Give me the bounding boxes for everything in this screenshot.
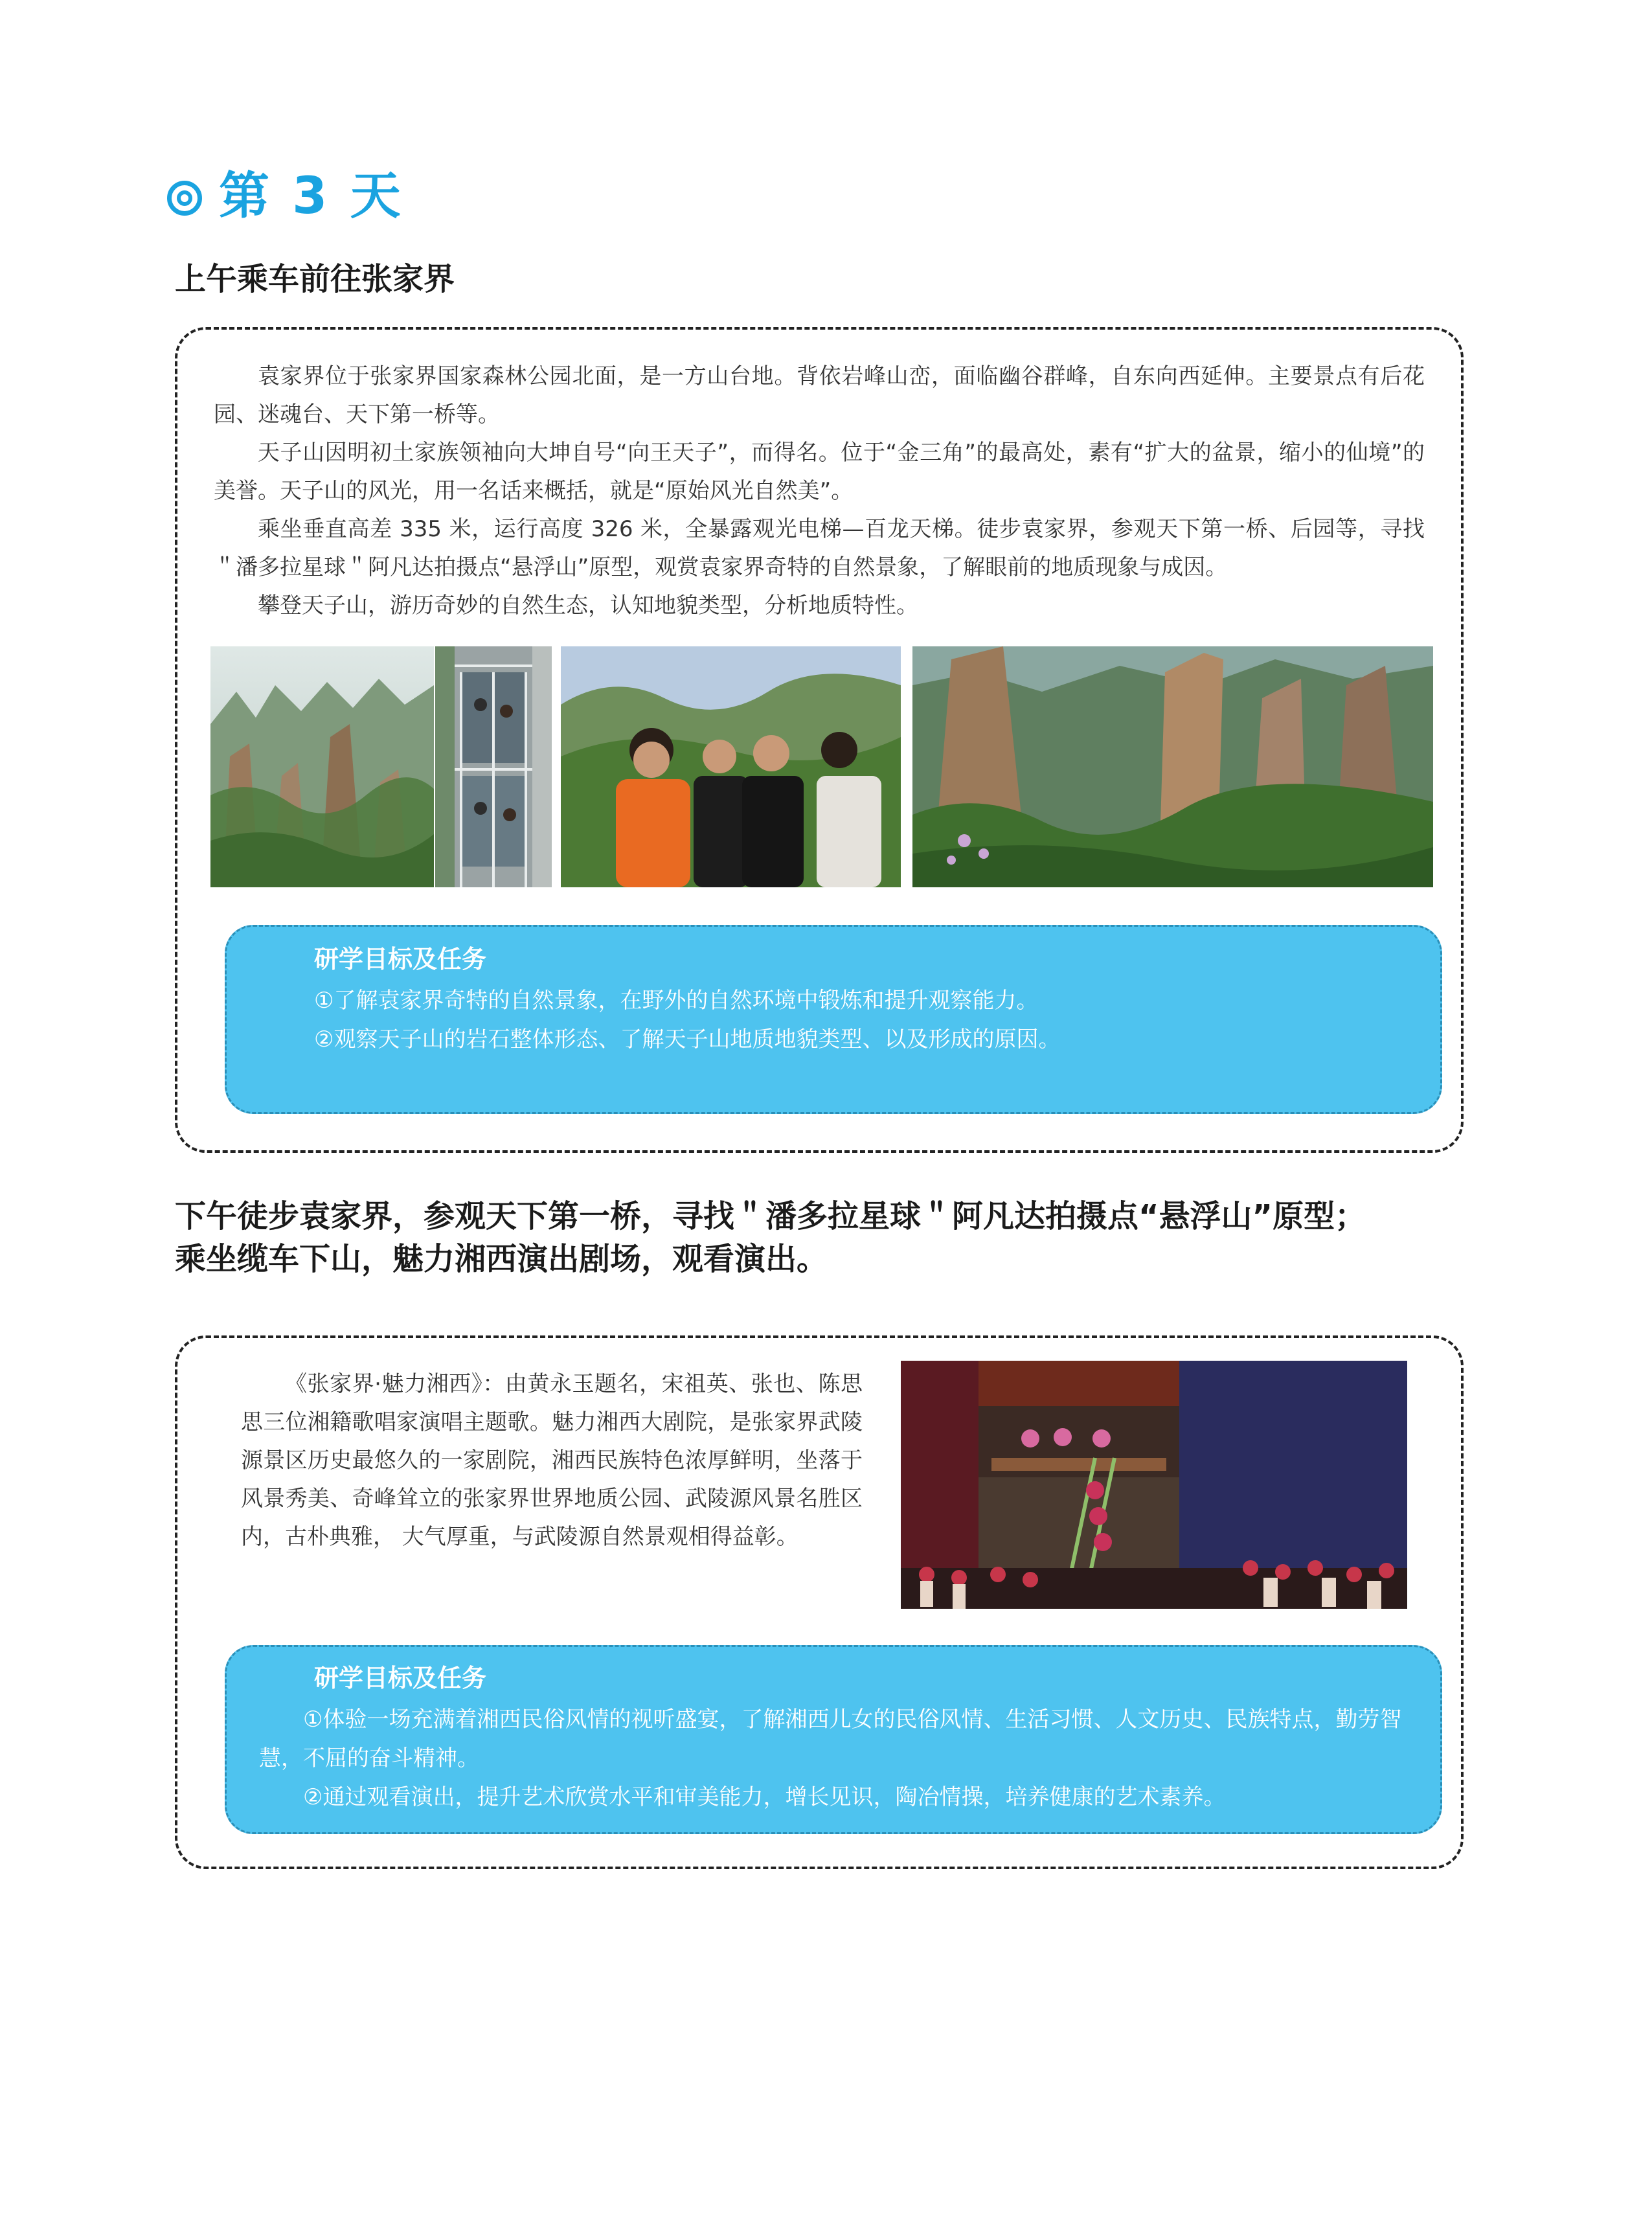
- photo-floating-mountains: [912, 646, 1433, 887]
- task-item: ①了解袁家界奇特的自然景象，在野外的自然环境中锻炼和提升观察能力。: [314, 988, 1039, 1014]
- photo-students: [561, 646, 901, 887]
- afternoon-paragraph: 《张家界·魅力湘西》：由黄永玉题名，宋祖英、张也、陈思思三位湘籍歌唱家演唱主题歌。魅力湘西大剧院，是张家界武陵源景区历史最悠久的一家剧院，湘西民族特色浓厚鲜明，坐落于风景秀美、奇峰耸立的张家界世界地质公园、武陵源风景名胜区内，古朴典雅， 大气厚重，与武陵源自然景观相得益彰。: [241, 1371, 863, 1550]
- morning-text: [214, 358, 1425, 625]
- photo-karst-peaks: [210, 646, 434, 887]
- afternoon-heading-line2: 乘坐缆车下山，魅力湘西演出剧场，观看演出。: [175, 1241, 828, 1277]
- morning-paragraph: 攀登天子山，游历奇妙的自然生态，认知地貌类型，分析地质特性。: [258, 593, 918, 619]
- task-item: ②通过观看演出，提升艺术欣赏水平和审美能力，增长见识，陶冶情操，培养健康的艺术素养。: [303, 1784, 1226, 1810]
- afternoon-text: [241, 1365, 863, 1556]
- afternoon-task-box: [225, 1645, 1442, 1834]
- morning-heading: 上午乘车前往张家界: [175, 261, 455, 297]
- photo-performance: [901, 1361, 1407, 1609]
- task-item: ①体验一场充满着湘西民俗风情的视听盛宴，了解湘西儿女的民俗风情、生活习惯、人文历史、民族特点，勤劳智慧，不屈的奋斗精神。: [259, 1707, 1402, 1771]
- task-title: 研学目标及任务: [314, 1664, 487, 1692]
- day-title-text: 第 3 天: [219, 167, 403, 225]
- task-title: 研学目标及任务: [314, 945, 487, 973]
- morning-task-box: [225, 925, 1442, 1114]
- double-circle-icon: [167, 181, 202, 216]
- morning-paragraph: 天子山因明初土家族领袖向大坤自号“向王天子”，而得名。位于“金三角”的最高处，素有“扩大的盆景，缩小的仙境”的美誉。天子山的风光，用一名话来概括，就是“原始风光自然美”。: [214, 440, 1425, 504]
- task-item: ②观察天子山的岩石整体形态、了解天子山地质地貌类型、以及形成的原因。: [314, 1027, 1061, 1052]
- morning-paragraph: 袁家界位于张家界国家森林公园北面，是一方山台地。背依岩峰山峦，面临幽谷群峰，自东向西延伸。主要景点有后花园、迷魂台、天下第一桥等。: [214, 363, 1425, 427]
- afternoon-heading-line1: 下午徒步袁家界，参观天下第一桥，寻找＂潘多拉星球＂阿凡达拍摄点“悬浮山”原型；: [175, 1198, 1366, 1234]
- morning-paragraph: 乘坐垂直高差 335 米，运行高度 326 米，全暴露观光电梯—百龙天梯。徒步袁家界，参观天下第一桥、后园等，寻找＂潘多拉星球＂阿凡达拍摄点“悬浮山”原型，观赏袁家界奇特的自然景象，了解眼前的地质现象与成因。: [214, 516, 1425, 580]
- photo-elevator: [435, 646, 552, 887]
- day-title: [167, 155, 403, 228]
